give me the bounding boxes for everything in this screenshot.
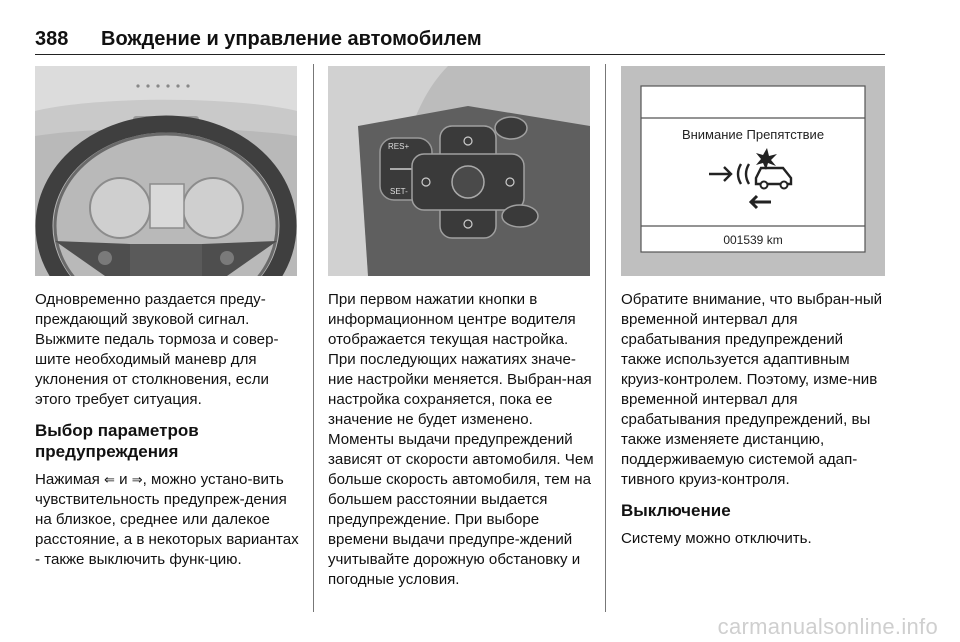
driver-information-display-illustration [621, 66, 885, 276]
column-divider-2 [605, 64, 606, 612]
page-number: 388 [35, 28, 69, 50]
steering-wheel-buttons-illustration [328, 66, 590, 276]
paragraph-1: Одновременно раздается преду-преждающий звуковой сигнал. Выжмите педаль тормоза и совер-шите необходимый маневр для уклонения от столкновения, если этого требует ситуация. [35, 291, 279, 408]
display-warning-title: Внимание Препятствие [681, 127, 825, 142]
distance-increase-icon: ⇒ [131, 472, 143, 487]
section-heading-disable: Выключение [621, 501, 731, 520]
page-title: Вождение и управление автомобилем [101, 28, 482, 50]
paragraph-4: Обратите внимание, что выбран-ный временной интервал для срабатывания предупреждений также используется адаптивным круиз-контролем. Поэтому, изме-нив временной интервал для срабатывания предупреждений, вы также изменяете дистанцию, поддерживаемую системой адап-тивного круиз-контроля. [621, 291, 883, 488]
display-odometer: 001539 km [723, 233, 783, 247]
section-heading-warning-settings: Выбор параметров предупреждения [35, 421, 199, 461]
text-column-2 [328, 290, 594, 600]
column-divider-1 [313, 64, 314, 612]
text-column-3 [621, 290, 886, 559]
paragraph-5: Систему можно отключить. [621, 530, 812, 547]
paragraph-2: Нажимая ⇐ и ⇒, можно устано-вить чувствительность предупреж-дения на близкое, среднее или далекое расстояние, а в некоторых вариантах - также выключить функ-цию. [35, 471, 299, 568]
res-label: RES+ [388, 142, 410, 151]
set-label: SET- [390, 187, 408, 196]
paragraph-3: При первом нажатии кнопки в информационном центре водителя отображается текущая настройка. При последующих нажатиях значе-ние настройки меняется. Выбран-ная настройка сохраняется, пока ее значение не будет изменено. Моменты выдачи предупреждений зависят от скорости автомобиля. Чем больше скорость автомобиля, тем на большем расстоянии выдается предупреждение. При выборе времени выдачи предупре-ждений учитывайте дорожную обстановку и погодные условия. [328, 291, 594, 588]
text-column-1 [35, 290, 303, 580]
watermark: carmanualsonline.info [717, 614, 938, 639]
page-header [35, 28, 885, 55]
distance-decrease-icon: ⇐ [103, 472, 115, 487]
dashboard-illustration [35, 66, 297, 276]
